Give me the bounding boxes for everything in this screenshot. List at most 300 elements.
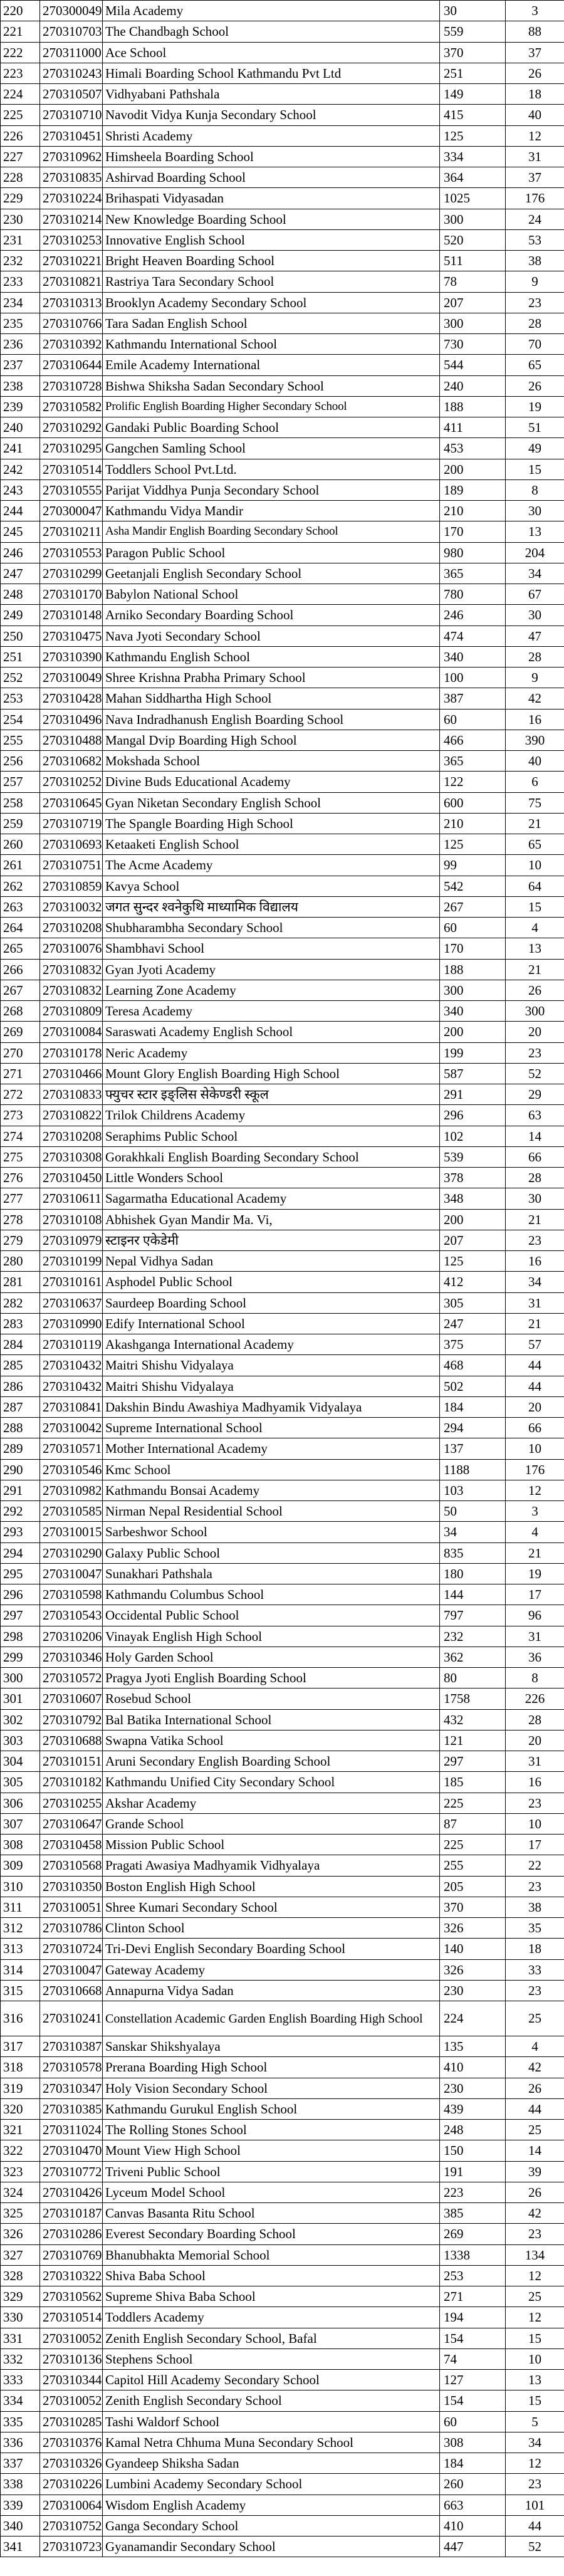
- students-cell: 375: [440, 1334, 506, 1355]
- serial-number-cell: 227: [1, 146, 40, 167]
- table-row: [1, 271, 564, 292]
- school-code-cell: 270310514: [40, 459, 103, 479]
- table-row: [1, 501, 564, 521]
- school-code-cell: 270310647: [40, 1813, 103, 1834]
- students-cell: 127: [440, 2370, 506, 2390]
- students-cell: 207: [440, 1230, 506, 1250]
- students-cell: 240: [440, 375, 506, 396]
- table-row: [1, 2307, 564, 2328]
- students-cell: 797: [440, 1605, 506, 1626]
- school-name-cell: The Spangle Boarding High School: [103, 813, 440, 834]
- table-row: [1, 2390, 564, 2411]
- school-name-cell: Saraswati Academy English School: [103, 1022, 440, 1042]
- teachers-cell: 33: [506, 1959, 564, 1980]
- teachers-cell: 176: [506, 188, 564, 209]
- school-name-cell: Grande School: [103, 1813, 440, 1834]
- school-name-cell: Kavya School: [103, 876, 440, 896]
- table-row: [1, 1709, 564, 1730]
- serial-number-cell: 310: [1, 1876, 40, 1897]
- teachers-cell: 21: [506, 1542, 564, 1563]
- school-name-cell: Gyanamandir Secondary School: [103, 2537, 440, 2557]
- school-name-cell: Teresa Academy: [103, 1001, 440, 1022]
- serial-number-cell: 230: [1, 209, 40, 229]
- teachers-cell: 22: [506, 1855, 564, 1876]
- serial-number-cell: 299: [1, 1647, 40, 1667]
- table-row: [1, 626, 564, 646]
- serial-number-cell: 279: [1, 1230, 40, 1250]
- teachers-cell: 20: [506, 1022, 564, 1042]
- school-name-cell: Himsheela Boarding School: [103, 146, 440, 167]
- school-name-cell: Trilok Childrens Academy: [103, 1105, 440, 1126]
- teachers-cell: 53: [506, 229, 564, 250]
- school-code-cell: 270310644: [40, 355, 103, 375]
- school-name-cell: Everest Secondary Boarding School: [103, 2224, 440, 2244]
- school-code-cell: 270310786: [40, 1918, 103, 1939]
- students-cell: 184: [440, 2453, 506, 2474]
- teachers-cell: 9: [506, 271, 564, 292]
- school-code-cell: 270310703: [40, 21, 103, 42]
- school-code-cell: 270310607: [40, 1689, 103, 1709]
- serial-number-cell: 261: [1, 855, 40, 876]
- school-name-cell: Ketaaketi English School: [103, 834, 440, 855]
- teachers-cell: 47: [506, 626, 564, 646]
- table-row: [1, 479, 564, 500]
- school-name-cell: Vinayak English High School: [103, 1626, 440, 1647]
- table-row: [1, 1188, 564, 1209]
- teachers-cell: 40: [506, 751, 564, 772]
- school-name-cell: Pragati Awasiya Madhyamik Vidhyalaya: [103, 1855, 440, 1876]
- table-row: [1, 918, 564, 938]
- school-code-cell: 270310241: [40, 2001, 103, 2036]
- school-name-cell: Sagarmatha Educational Academy: [103, 1188, 440, 1209]
- table-row: [1, 1084, 564, 1105]
- teachers-cell: 14: [506, 2140, 564, 2161]
- school-name-cell: Gangchen Samling School: [103, 438, 440, 459]
- school-code-cell: 270310148: [40, 605, 103, 626]
- school-code-cell: 270310432: [40, 1355, 103, 1376]
- school-name-cell: Mission Public School: [103, 1835, 440, 1855]
- students-cell: 205: [440, 1876, 506, 1897]
- school-name-cell: जगत सुन्दर श्वनेकुथि माध्यामिक विद्यालय: [103, 896, 440, 917]
- school-name-cell: Kamal Netra Chhuma Muna Secondary School: [103, 2432, 440, 2453]
- students-cell: 370: [440, 42, 506, 63]
- teachers-cell: 300: [506, 1001, 564, 1022]
- school-name-cell: The Acme Academy: [103, 855, 440, 876]
- students-cell: 520: [440, 229, 506, 250]
- school-code-cell: 270310326: [40, 2453, 103, 2474]
- students-cell: 468: [440, 1355, 506, 1376]
- school-name-cell: Toddlers School Pvt.Ltd.: [103, 459, 440, 479]
- school-code-cell: 270310458: [40, 1835, 103, 1855]
- serial-number-cell: 270: [1, 1042, 40, 1063]
- school-code-cell: 270310752: [40, 2515, 103, 2536]
- school-code-cell: 270310108: [40, 1209, 103, 1230]
- teachers-cell: 44: [506, 1355, 564, 1376]
- serial-number-cell: 292: [1, 1501, 40, 1522]
- table-body: [1, 1, 564, 2557]
- school-code-cell: 270310076: [40, 938, 103, 959]
- students-cell: 365: [440, 751, 506, 772]
- school-code-cell: 270310136: [40, 2348, 103, 2369]
- teachers-cell: 26: [506, 2182, 564, 2202]
- serial-number-cell: 315: [1, 1980, 40, 2001]
- serial-number-cell: 322: [1, 2140, 40, 2161]
- school-name-cell: Prolific English Boarding Higher Secondary School: [103, 396, 440, 417]
- school-code-cell: 270310182: [40, 1772, 103, 1793]
- serial-number-cell: 239: [1, 396, 40, 417]
- school-code-cell: 270310161: [40, 1272, 103, 1292]
- school-name-cell: Vidhyabani Pathshala: [103, 84, 440, 105]
- teachers-cell: 26: [506, 63, 564, 83]
- students-cell: 78: [440, 271, 506, 292]
- school-code-cell: 270310199: [40, 1251, 103, 1272]
- students-cell: 271: [440, 2286, 506, 2307]
- table-row: [1, 688, 564, 709]
- table-row: [1, 1334, 564, 1355]
- school-name-cell: Occidental Public School: [103, 1605, 440, 1626]
- students-cell: 199: [440, 1042, 506, 1063]
- school-code-cell: 270310645: [40, 792, 103, 813]
- students-cell: 60: [440, 2411, 506, 2432]
- students-cell: 185: [440, 1772, 506, 1793]
- serial-number-cell: 274: [1, 1126, 40, 1146]
- teachers-cell: 29: [506, 1084, 564, 1105]
- school-code-cell: 270310376: [40, 2432, 103, 2453]
- table-row: [1, 563, 564, 584]
- serial-number-cell: 312: [1, 1918, 40, 1939]
- teachers-cell: 38: [506, 251, 564, 271]
- students-cell: 439: [440, 2098, 506, 2119]
- school-name-cell: Gyan Niketan Secondary English School: [103, 792, 440, 813]
- table-row: [1, 1876, 564, 1897]
- serial-number-cell: 254: [1, 709, 40, 730]
- school-name-cell: Gateway Academy: [103, 1959, 440, 1980]
- school-name-cell: Shiva Baba School: [103, 2265, 440, 2286]
- teachers-cell: 37: [506, 167, 564, 188]
- serial-number-cell: 262: [1, 876, 40, 896]
- students-cell: 260: [440, 2474, 506, 2495]
- school-code-cell: 270310285: [40, 2411, 103, 2432]
- table-row: [1, 584, 564, 605]
- teachers-cell: 17: [506, 1835, 564, 1855]
- students-cell: 410: [440, 2515, 506, 2536]
- school-code-cell: 270310723: [40, 2537, 103, 2557]
- students-cell: 188: [440, 959, 506, 980]
- school-name-cell: Maitri Shishu Vidyalaya: [103, 1376, 440, 1396]
- school-code-cell: 270310243: [40, 63, 103, 83]
- teachers-cell: 96: [506, 1605, 564, 1626]
- serial-number-cell: 273: [1, 1105, 40, 1126]
- school-code-cell: 270310982: [40, 1480, 103, 1500]
- serial-number-cell: 240: [1, 417, 40, 438]
- school-code-cell: 270310585: [40, 1501, 103, 1522]
- school-name-cell: Kathmandu Columbus School: [103, 1584, 440, 1605]
- teachers-cell: 3: [506, 1501, 564, 1522]
- school-name-cell: Kmc School: [103, 1459, 440, 1480]
- teachers-cell: 49: [506, 438, 564, 459]
- school-code-cell: 270310292: [40, 417, 103, 438]
- table-row: [1, 2265, 564, 2286]
- students-cell: 267: [440, 896, 506, 917]
- serial-number-cell: 309: [1, 1855, 40, 1876]
- school-code-cell: 270310084: [40, 1022, 103, 1042]
- students-cell: 362: [440, 1647, 506, 1667]
- table-row: [1, 313, 564, 333]
- serial-number-cell: 311: [1, 1897, 40, 1917]
- school-name-cell: Capitol Hill Academy Secondary School: [103, 2370, 440, 2390]
- teachers-cell: 19: [506, 396, 564, 417]
- students-cell: 200: [440, 1022, 506, 1042]
- school-name-cell: Annapurna Vidya Sadan: [103, 1980, 440, 2001]
- table-row: [1, 1438, 564, 1459]
- table-row: [1, 396, 564, 417]
- serial-number-cell: 289: [1, 1438, 40, 1459]
- students-cell: 432: [440, 1709, 506, 1730]
- serial-number-cell: 263: [1, 896, 40, 917]
- students-cell: 223: [440, 2182, 506, 2202]
- teachers-cell: 16: [506, 709, 564, 730]
- teachers-cell: 20: [506, 1730, 564, 1751]
- students-cell: 415: [440, 105, 506, 125]
- school-name-cell: Mangal Dvip Boarding High School: [103, 730, 440, 750]
- students-cell: 326: [440, 1918, 506, 1939]
- school-code-cell: 270310428: [40, 688, 103, 709]
- students-cell: 980: [440, 542, 506, 563]
- students-cell: 194: [440, 2307, 506, 2328]
- school-name-cell: Supreme Shiva Baba School: [103, 2286, 440, 2307]
- table-row: [1, 2120, 564, 2140]
- students-cell: 188: [440, 396, 506, 417]
- school-code-cell: 270310507: [40, 84, 103, 105]
- teachers-cell: 25: [506, 2001, 564, 2036]
- students-cell: 154: [440, 2328, 506, 2348]
- students-cell: 137: [440, 1438, 506, 1459]
- school-name-cell: Aruni Secondary English Boarding School: [103, 1751, 440, 1772]
- serial-number-cell: 316: [1, 2001, 40, 2036]
- table-row: [1, 1689, 564, 1709]
- table-row: [1, 1105, 564, 1126]
- school-code-cell: 270310792: [40, 1709, 103, 1730]
- school-code-cell: 270310224: [40, 188, 103, 209]
- serial-number-cell: 281: [1, 1272, 40, 1292]
- students-cell: 125: [440, 125, 506, 146]
- table-row: [1, 792, 564, 813]
- serial-number-cell: 313: [1, 1939, 40, 1959]
- table-row: [1, 229, 564, 250]
- school-name-cell: Holy Vision Secondary School: [103, 2078, 440, 2098]
- school-code-cell: 270310772: [40, 2161, 103, 2182]
- teachers-cell: 24: [506, 209, 564, 229]
- teachers-cell: 67: [506, 584, 564, 605]
- teachers-cell: 44: [506, 2098, 564, 2119]
- students-cell: 99: [440, 855, 506, 876]
- teachers-cell: 30: [506, 1188, 564, 1209]
- serial-number-cell: 257: [1, 772, 40, 792]
- students-cell: 30: [440, 1, 506, 21]
- school-code-cell: 270310387: [40, 2036, 103, 2057]
- school-code-cell: 270310290: [40, 1542, 103, 1563]
- school-name-cell: स्टाइनर एकेडेमी: [103, 1230, 440, 1250]
- school-code-cell: 270310347: [40, 2078, 103, 2098]
- school-name-cell: Shree Krishna Prabha Primary School: [103, 668, 440, 688]
- students-cell: 780: [440, 584, 506, 605]
- school-name-cell: Shubharambha Secondary School: [103, 918, 440, 938]
- students-cell: 189: [440, 479, 506, 500]
- table-row: [1, 1251, 564, 1272]
- school-code-cell: 270300047: [40, 501, 103, 521]
- teachers-cell: 34: [506, 2432, 564, 2453]
- serial-number-cell: 259: [1, 813, 40, 834]
- students-cell: 340: [440, 646, 506, 667]
- teachers-cell: 26: [506, 2078, 564, 2098]
- serial-number-cell: 255: [1, 730, 40, 750]
- school-code-cell: 270310832: [40, 980, 103, 1000]
- students-cell: 100: [440, 668, 506, 688]
- teachers-cell: 390: [506, 730, 564, 750]
- serial-number-cell: 304: [1, 1751, 40, 1772]
- school-name-cell: Shree Kumari Secondary School: [103, 1897, 440, 1917]
- school-name-cell: Babylon National School: [103, 584, 440, 605]
- table-row: [1, 896, 564, 917]
- school-name-cell: Nava Jyoti Secondary School: [103, 626, 440, 646]
- school-name-cell: Nepal Vidhya Sadan: [103, 1251, 440, 1272]
- teachers-cell: 30: [506, 605, 564, 626]
- teachers-cell: 21: [506, 1209, 564, 1230]
- table-row: [1, 2370, 564, 2390]
- teachers-cell: 17: [506, 1584, 564, 1605]
- teachers-cell: 38: [506, 1897, 564, 1917]
- school-code-cell: 270310255: [40, 1793, 103, 1813]
- school-code-cell: 270310187: [40, 2203, 103, 2224]
- teachers-cell: 42: [506, 2203, 564, 2224]
- table-row: [1, 1022, 564, 1042]
- school-code-cell: 270310724: [40, 1939, 103, 1959]
- table-row: [1, 1001, 564, 1022]
- school-code-cell: 270310214: [40, 209, 103, 229]
- serial-number-cell: 228: [1, 167, 40, 188]
- school-name-cell: Zenith English Secondary School, Bafal: [103, 2328, 440, 2348]
- school-code-cell: 270310015: [40, 1522, 103, 1542]
- school-code-cell: 270310350: [40, 1876, 103, 1897]
- teachers-cell: 4: [506, 918, 564, 938]
- students-cell: 412: [440, 1272, 506, 1292]
- serial-number-cell: 328: [1, 2265, 40, 2286]
- students-cell: 542: [440, 876, 506, 896]
- table-row: [1, 1772, 564, 1793]
- serial-number-cell: 336: [1, 2432, 40, 2453]
- serial-number-cell: 287: [1, 1396, 40, 1417]
- teachers-cell: 18: [506, 1939, 564, 1959]
- teachers-cell: 34: [506, 563, 564, 584]
- serial-number-cell: 321: [1, 2120, 40, 2140]
- teachers-cell: 28: [506, 1709, 564, 1730]
- school-code-cell: 270310286: [40, 2224, 103, 2244]
- teachers-cell: 66: [506, 1418, 564, 1438]
- school-name-cell: Akashganga International Academy: [103, 1334, 440, 1355]
- serial-number-cell: 326: [1, 2224, 40, 2244]
- school-code-cell: 270310859: [40, 876, 103, 896]
- serial-number-cell: 318: [1, 2057, 40, 2078]
- table-row: [1, 1835, 564, 1855]
- table-row: [1, 1480, 564, 1500]
- table-row: [1, 292, 564, 313]
- serial-number-cell: 235: [1, 313, 40, 333]
- students-cell: 230: [440, 2078, 506, 2098]
- school-code-cell: 270310466: [40, 1063, 103, 1084]
- table-row: [1, 2495, 564, 2515]
- school-code-cell: 270310432: [40, 1376, 103, 1396]
- school-code-cell: 270310809: [40, 1001, 103, 1022]
- school-name-cell: Bishwa Shiksha Sadan Secondary School: [103, 375, 440, 396]
- school-name-cell: Kathmandu English School: [103, 646, 440, 667]
- school-name-cell: Bhanubhakta Memorial School: [103, 2244, 440, 2265]
- teachers-cell: 42: [506, 688, 564, 709]
- serial-number-cell: 249: [1, 605, 40, 626]
- school-code-cell: 270310562: [40, 2286, 103, 2307]
- teachers-cell: 12: [506, 2453, 564, 2474]
- school-name-cell: Mount View High School: [103, 2140, 440, 2161]
- students-cell: 103: [440, 1480, 506, 1500]
- serial-number-cell: 231: [1, 229, 40, 250]
- teachers-cell: 26: [506, 980, 564, 1000]
- school-name-cell: Abhishek Gyan Mandir Ma. Vi,: [103, 1209, 440, 1230]
- table-row: [1, 2537, 564, 2557]
- students-cell: 300: [440, 980, 506, 1000]
- serial-number-cell: 272: [1, 1084, 40, 1105]
- students-cell: 191: [440, 2161, 506, 2182]
- table-row: [1, 730, 564, 750]
- school-code-cell: 270310766: [40, 313, 103, 333]
- school-name-cell: Himali Boarding School Kathmandu Pvt Ltd: [103, 63, 440, 83]
- school-name-cell: Triveni Public School: [103, 2161, 440, 2182]
- school-name-cell: Ashirvad Boarding School: [103, 167, 440, 188]
- school-code-cell: 270310611: [40, 1188, 103, 1209]
- students-cell: 200: [440, 459, 506, 479]
- table-row: [1, 1980, 564, 2001]
- school-name-cell: Pragya Jyoti English Boarding School: [103, 1668, 440, 1689]
- students-cell: 410: [440, 2057, 506, 2078]
- students-cell: 248: [440, 2120, 506, 2140]
- teachers-cell: 101: [506, 2495, 564, 2515]
- table-row: [1, 84, 564, 105]
- serial-number-cell: 253: [1, 688, 40, 709]
- school-code-cell: 270310052: [40, 2390, 103, 2411]
- school-name-cell: Brooklyn Academy Secondary School: [103, 292, 440, 313]
- school-name-cell: फ्युचर स्टार इङ्लिस सेकेण्डरी स्कूल: [103, 1084, 440, 1105]
- serial-number-cell: 275: [1, 1146, 40, 1167]
- teachers-cell: 70: [506, 334, 564, 355]
- school-name-cell: Sarbeshwor School: [103, 1522, 440, 1542]
- school-name-cell: Dakshin Bindu Awashiya Madhyamik Vidyalaya: [103, 1396, 440, 1417]
- school-code-cell: 270310688: [40, 1730, 103, 1751]
- students-cell: 60: [440, 918, 506, 938]
- table-row: [1, 709, 564, 730]
- serial-number-cell: 331: [1, 2328, 40, 2348]
- serial-number-cell: 224: [1, 84, 40, 105]
- teachers-cell: 12: [506, 2307, 564, 2328]
- table-row: [1, 188, 564, 209]
- serial-number-cell: 327: [1, 2244, 40, 2265]
- teachers-cell: 15: [506, 2390, 564, 2411]
- serial-number-cell: 307: [1, 1813, 40, 1834]
- table-row: [1, 959, 564, 980]
- students-cell: 144: [440, 1584, 506, 1605]
- school-code-cell: 270310568: [40, 1855, 103, 1876]
- teachers-cell: 23: [506, 1980, 564, 2001]
- students-cell: 125: [440, 1251, 506, 1272]
- students-cell: 466: [440, 730, 506, 750]
- teachers-cell: 12: [506, 125, 564, 146]
